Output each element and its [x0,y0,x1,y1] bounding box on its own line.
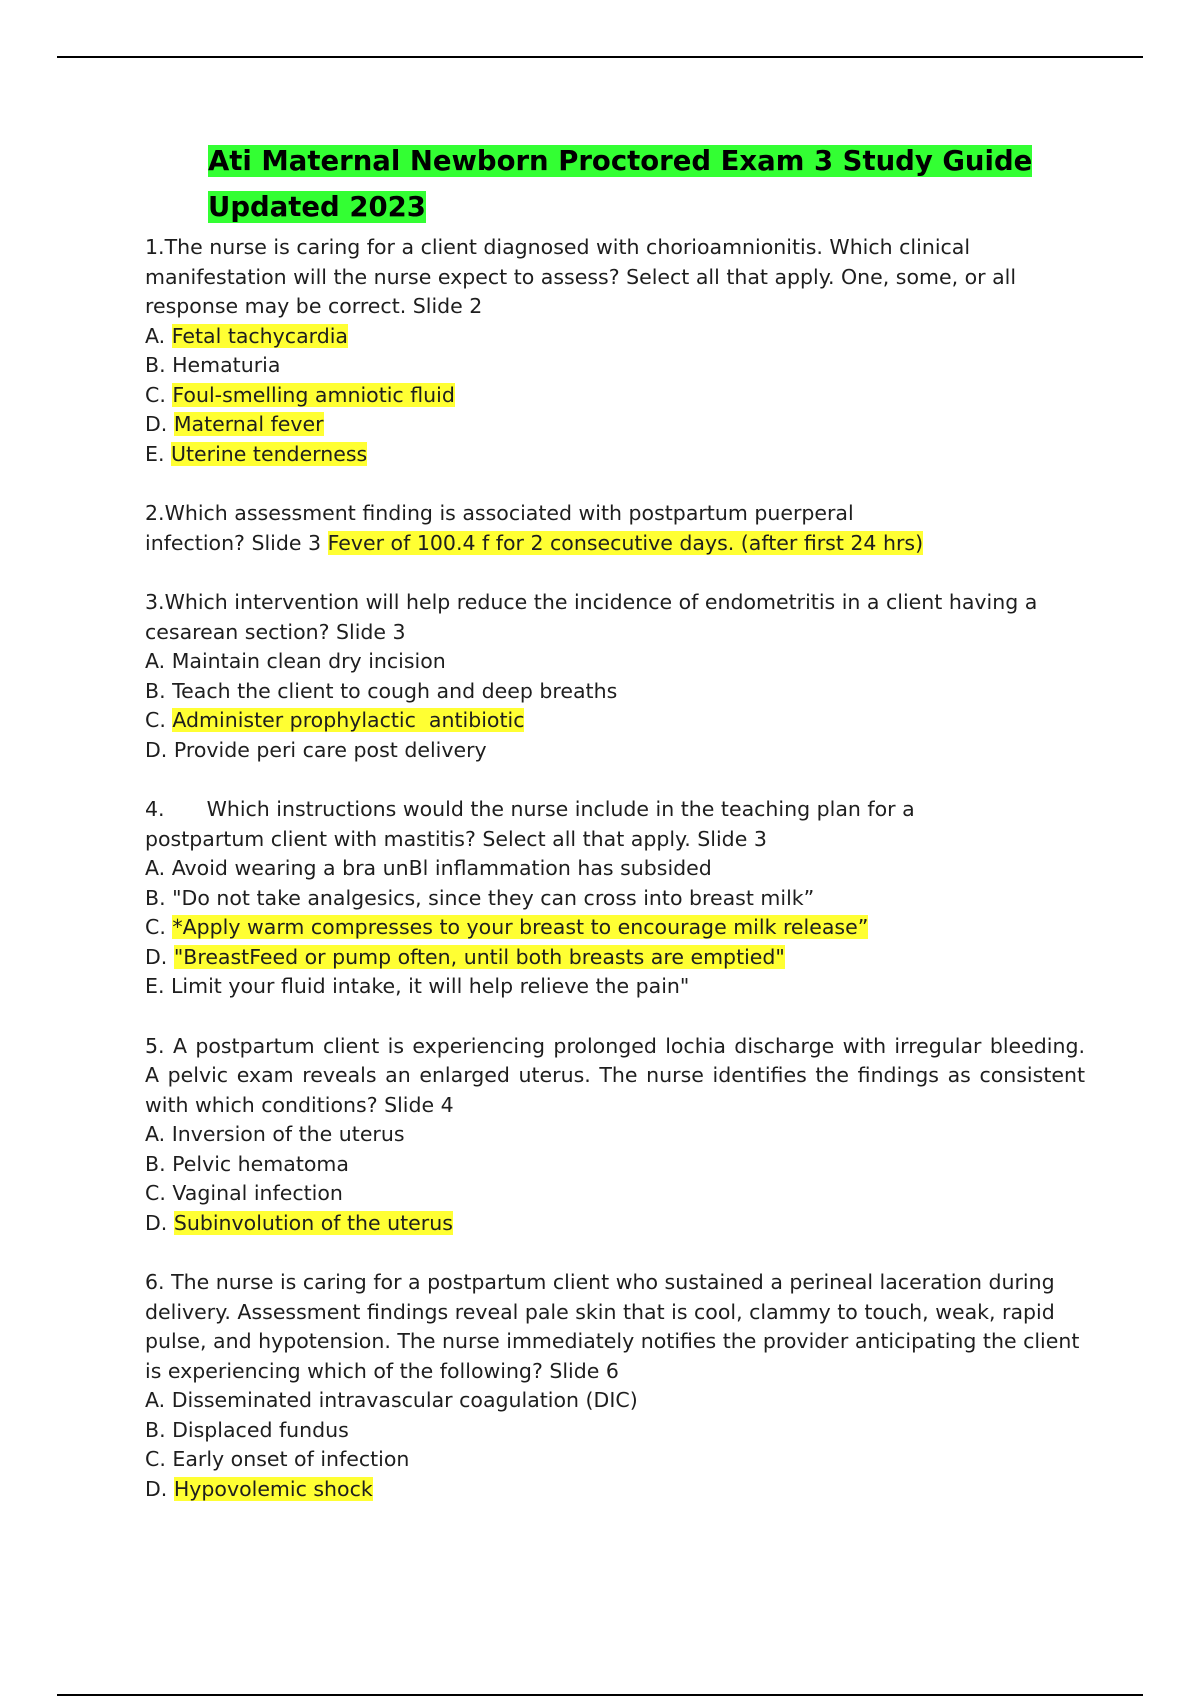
option-text-correct: Fetal tachycardia [171,323,348,348]
option-letter: A. [145,649,166,673]
option-text: Vaginal infection [172,1181,343,1205]
option-c [145,913,1085,943]
option-c [145,706,1085,736]
option-letter: A. [145,323,166,348]
option-letter: D. [145,737,168,762]
option-c [145,1445,1085,1475]
question-stem-line-1: Which instructions would the nurse include in the teaching plan for a [206,797,915,821]
option-letter: C. [145,708,166,732]
question-stem: A postpartum client is experiencing prolonged lochia discharge with irregular bleeding. A pelvic exam reveals an enlarged uterus. The nurse identifies the findings as consistent with which conditions? Slide 4 [145,1033,1085,1117]
option-d [145,943,1085,973]
option-text-correct: Foul-smelling amniotic fluid [172,382,455,407]
option-text: Provide peri care post delivery [173,737,487,762]
option-letter: B. [145,353,166,377]
option-letter: C. [145,382,166,407]
option-b [145,1416,1085,1446]
option-letter: C. [145,1447,166,1471]
answer-text-correct: Fever of 100.4 f for 2 consecutive days. (after first 24 hrs) [327,530,924,555]
question-number: 4. [145,797,165,821]
question-4-text-cont [145,825,1085,855]
option-a [145,322,1085,352]
question-3 [145,588,1085,765]
option-a [145,1120,1085,1150]
title-line-2: Updated 2023 [208,191,426,223]
option-text-correct: Maternal fever [173,412,324,436]
question-stem: The nurse is caring for a postpartum client who sustained a perineal laceration during delivery. Assessment findings reveal pale skin that is cool, clammy to touch, weak, rapid pulse, and hypotension. The nurse immediately notifies the provider anticipating the client is experiencing which of the following? Slide 6 [145,1270,1080,1383]
option-text-correct: Subinvolution of the uterus [173,1210,453,1235]
question-2 [145,499,1085,558]
question-stem-line-1: Which assessment finding is associated with postpartum puerperal [164,501,854,525]
option-letter: D. [145,1476,168,1501]
question-1-text [145,233,1085,322]
question-6-text [145,1268,1085,1386]
question-number: 2. [145,501,165,525]
option-a [145,1386,1085,1416]
option-letter: E. [145,974,165,998]
option-text: Displaced fundus [172,1417,349,1442]
option-letter: D. [145,1210,168,1235]
question-number: 1. [145,235,165,259]
option-letter: D. [145,412,168,436]
question-stem: Which intervention will help reduce the incidence of endometritis in a client having a cesarean section? Slide 3 [145,590,1038,644]
option-text-correct: Hypovolemic shock [173,1476,373,1501]
page-top-rule [57,56,1143,58]
option-text: Teach the client to cough and deep breaths [172,678,618,703]
option-letter: B. [145,1151,166,1176]
option-text: Disseminated intravascular coagulation (DIC) [171,1388,638,1412]
option-text: "Do not take analgesics, since they can cross into breast milk” [172,885,815,910]
option-e [145,440,1085,470]
question-6 [145,1268,1085,1504]
title-line-1: Ati Maternal Newborn Proctored Exam 3 Study Guide [208,145,1033,177]
document-title [208,138,1108,230]
option-text-correct: Uterine tenderness [171,441,368,466]
question-number: 6. [145,1270,165,1294]
question-1 [145,233,1085,469]
option-b [145,884,1085,914]
question-3-text [145,588,1085,647]
option-text: Limit your fluid intake, it will help relieve the pain" [171,974,690,998]
option-text-correct: Administer prophylactic antibiotic [172,708,525,732]
page-bottom-rule [57,1694,1143,1696]
option-a [145,854,1085,884]
question-4 [145,795,1085,1002]
option-letter: B. [145,885,166,910]
question-5-text [145,1032,1085,1121]
option-d [145,410,1085,440]
option-b [145,351,1085,381]
option-e [145,972,1085,1002]
option-b [145,1150,1085,1180]
option-letter: B. [145,1417,166,1442]
option-text: Avoid wearing a bra unBl inflammation has subsided [171,856,712,880]
question-2-text [145,499,1085,529]
option-letter: A. [145,1388,166,1412]
option-c [145,1179,1085,1209]
option-letter: E. [145,441,165,466]
option-letter: D. [145,944,168,969]
question-5 [145,1032,1085,1239]
option-text-correct: *Apply warm compresses to your breast to encourage milk release” [172,915,869,939]
option-letter: C. [145,1181,166,1205]
option-d [145,736,1085,766]
option-letter: B. [145,678,166,703]
question-stem-line-2: infection? Slide 3 [145,530,322,555]
option-text: Maintain clean dry incision [171,649,446,673]
option-d [145,1209,1085,1239]
question-2-text-cont [145,529,1085,559]
option-text-correct: "BreastFeed or pump often, until both breasts are emptied" [173,944,785,969]
option-letter: A. [145,856,166,880]
option-letter: C. [145,915,166,939]
question-stem: The nurse is caring for a client diagnosed with chorioamnionitis. Which clinical manifestation will the nurse expect to assess? Select all that apply. One, some, or all response may be correct. Slide 2 [145,235,1017,318]
document-body [145,233,1085,1534]
option-d [145,1475,1085,1505]
option-c [145,381,1085,411]
option-text: Hematuria [172,353,281,377]
question-number: 5. [145,1033,165,1058]
option-letter: A. [145,1122,166,1146]
question-stem-line-2: postpartum client with mastitis? Select all that apply. Slide 3 [145,826,767,851]
option-b [145,677,1085,707]
question-number: 3. [145,590,165,614]
option-a [145,647,1085,677]
option-text: Pelvic hematoma [172,1151,349,1176]
question-4-text [145,795,1085,825]
option-text: Early onset of infection [172,1447,410,1471]
option-text: Inversion of the uterus [171,1122,405,1146]
